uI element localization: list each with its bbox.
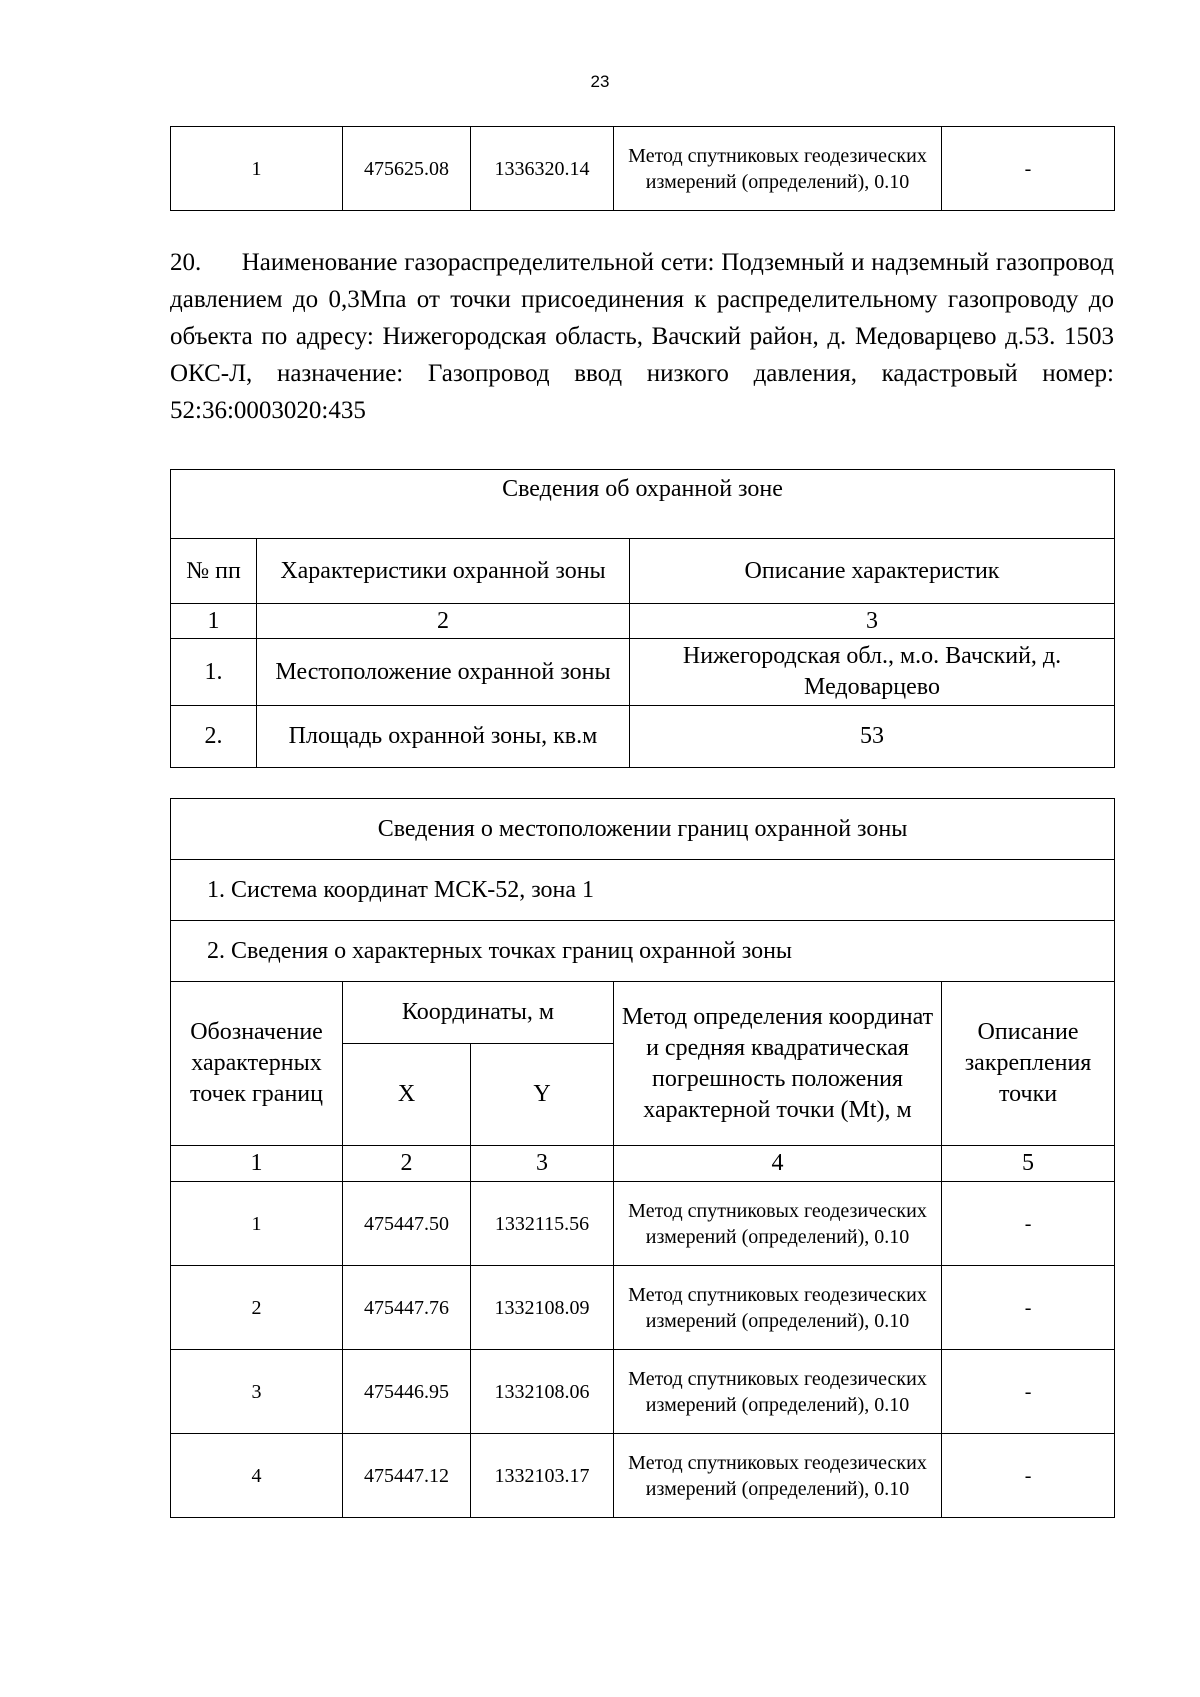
table-row: [171, 1266, 1115, 1350]
method-cell: Метод спутниковых геодезических измерений (определений), 0.10: [614, 127, 942, 211]
coord-x: 475446.95: [343, 1350, 471, 1434]
row-number: 1.: [171, 639, 257, 706]
header-characteristics: Характеристики охранной зоны: [257, 539, 630, 604]
point-number: 2: [171, 1266, 343, 1350]
boundary-coordinates-table: [170, 798, 1115, 1518]
coord-x: 475447.12: [343, 1434, 471, 1518]
row-number: 2.: [171, 706, 257, 768]
column-number: 4: [614, 1146, 942, 1182]
table-row: [171, 1434, 1115, 1518]
method-cell: Метод спутниковых геодезических измерений (определений), 0.10: [614, 1350, 942, 1434]
header-coordinates: Координаты, м: [343, 982, 614, 1044]
column-numbers-row: [171, 604, 1115, 639]
table-row: [171, 706, 1115, 768]
column-number: 5: [942, 1146, 1115, 1182]
coord-x: 475447.50: [343, 1182, 471, 1266]
section-20-paragraph: 20. Наименование газораспределительной сети: Подземный и надземный газопровод давлением до 0,3Мпа от точки присоединения к распределительному газопроводу до объекта по адресу: Нижегородская область, Вачский район, д. Медоварцево д.53. 1503 ОКС-Л, назначение: Газопровод ввод низкого давления, кадастровый номер: 52:36:0003020:435: [170, 249, 1114, 424]
header-x: X: [343, 1044, 471, 1146]
column-numbers-row: [171, 1146, 1115, 1182]
column-number: 3: [630, 604, 1115, 639]
table-title-row: [171, 799, 1115, 860]
protection-zone-table: [170, 469, 1115, 768]
page-number: 23: [590, 72, 610, 91]
description-cell: -: [942, 1182, 1115, 1266]
header-designation: Обозначение характерных точек границ: [171, 982, 343, 1146]
column-number: 1: [171, 604, 257, 639]
coord-y: 1332108.09: [471, 1266, 614, 1350]
header-description: Описание характеристик: [630, 539, 1115, 604]
description-cell: 53: [630, 706, 1115, 768]
table-header-row: [171, 982, 1115, 1044]
coord-x: 475447.76: [343, 1266, 471, 1350]
column-number: 2: [257, 604, 630, 639]
points-title-row: [171, 921, 1115, 982]
description-cell: -: [942, 1434, 1115, 1518]
column-number: 1: [171, 1146, 343, 1182]
header-description: Описание закрепления точки: [942, 982, 1115, 1146]
column-number: 2: [343, 1146, 471, 1182]
coord-x: 475625.08: [343, 127, 471, 211]
column-number: 3: [471, 1146, 614, 1182]
coord-y: 1332103.17: [471, 1434, 614, 1518]
point-number: 4: [171, 1434, 343, 1518]
method-cell: Метод спутниковых геодезических измерений (определений), 0.10: [614, 1434, 942, 1518]
coord-y: 1332115.56: [471, 1182, 614, 1266]
description-cell: -: [942, 127, 1115, 211]
method-cell: Метод спутниковых геодезических измерений (определений), 0.10: [614, 1182, 942, 1266]
coord-table-title: Сведения о местоположении границ охранной зоны: [171, 799, 1115, 860]
coordinate-system: 1. Система координат МСК-52, зона 1: [171, 860, 1115, 921]
header-number: № пп: [171, 539, 257, 604]
table-header-row: [171, 539, 1115, 604]
characteristic-cell: Площадь охранной зоны, кв.м: [257, 706, 630, 768]
previous-points-table: [170, 126, 1115, 211]
coordinate-system-row: [171, 860, 1115, 921]
header-method: Метод определения координат и средняя квадратическая погрешность положения характерной точки (Mt), м: [614, 982, 942, 1146]
point-number: 3: [171, 1350, 343, 1434]
table-row: [171, 1182, 1115, 1266]
point-number: 1: [171, 1182, 343, 1266]
zone-table-title: Сведения об охранной зоне: [171, 470, 1115, 539]
coord-y: 1336320.14: [471, 127, 614, 211]
points-title: 2. Сведения о характерных точках границ охранной зоны: [171, 921, 1115, 982]
description-cell: Нижегородская обл., м.о. Вачский, д. Медоварцево: [630, 639, 1115, 706]
table-title-row: [171, 470, 1115, 539]
coord-y: 1332108.06: [471, 1350, 614, 1434]
table-row: [171, 639, 1115, 706]
header-y: Y: [471, 1044, 614, 1146]
description-cell: -: [942, 1266, 1115, 1350]
characteristic-cell: Местоположение охранной зоны: [257, 639, 630, 706]
point-number: 1: [171, 127, 343, 211]
description-cell: -: [942, 1350, 1115, 1434]
table-row: [171, 1350, 1115, 1434]
method-cell: Метод спутниковых геодезических измерений (определений), 0.10: [614, 1266, 942, 1350]
table-row: [171, 127, 1115, 211]
